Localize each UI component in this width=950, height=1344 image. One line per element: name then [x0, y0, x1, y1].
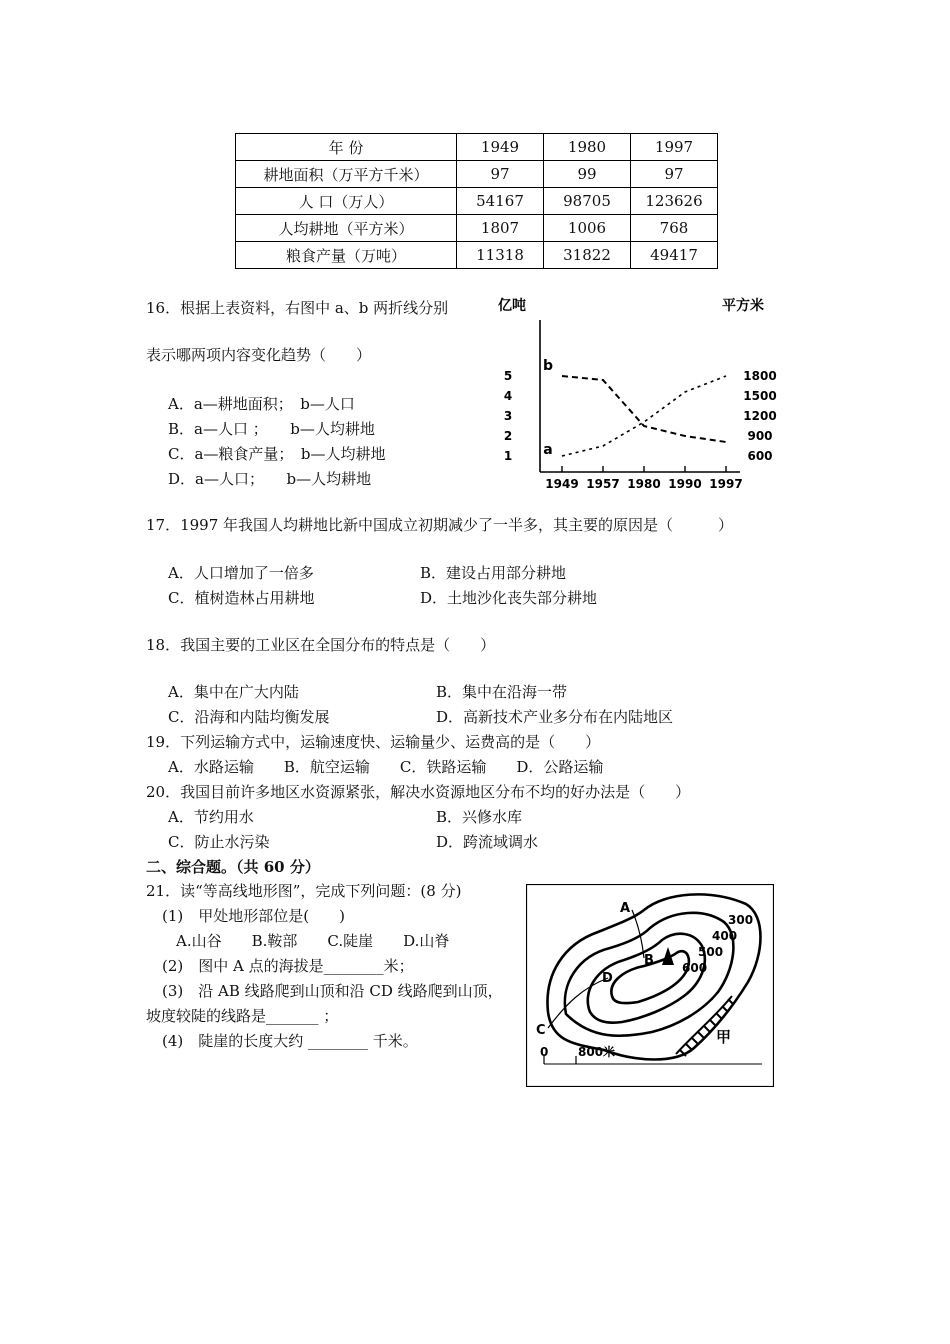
table-cell: 年 份 [236, 134, 457, 161]
table-cell: 1807 [457, 215, 544, 242]
point-label-c: C [536, 1023, 546, 1038]
q17-stem: 17．1997 年我国人均耕地比新中国成立初期减少了一半多，其主要的原因是（ ） [146, 516, 734, 534]
y-right-tick-label: 1800 [743, 369, 777, 383]
q21-stem: 21．读“等高线地形图”，完成下列问题：(8 分) [146, 882, 462, 900]
q19-options: A．水路运输 B．航空运输 C．铁路运输 D．公路运输 [168, 758, 604, 776]
table-header-row [236, 134, 718, 161]
scale-length-label: 800米 [578, 1045, 616, 1059]
table-cell: 97 [457, 161, 544, 188]
table-cell: 54167 [457, 188, 544, 215]
table-cell: 768 [631, 215, 718, 242]
point-label-b: B [644, 953, 654, 968]
q20-option-a: A．节约用水 [168, 808, 254, 826]
table-cell: 人 口（万人） [236, 188, 457, 215]
x-tick-label: 1997 [709, 477, 743, 491]
series-line-b [562, 376, 726, 442]
q16-stem-line2: 表示哪两项内容变化趋势（ ） [146, 346, 372, 364]
contour-label-300: 300 [728, 913, 754, 927]
y-right-tick-label: 1200 [743, 409, 777, 423]
point-label-d: D [602, 971, 613, 986]
q18-option-c: C．沿海和内陆均衡发展 [168, 708, 330, 726]
table-cell: 1949 [457, 134, 544, 161]
right-unit-label: 平方米 [722, 298, 764, 314]
q21-part1-options: A.山谷 B.鞍部 C.陡崖 D.山脊 [176, 932, 450, 950]
contour-map [526, 884, 774, 1087]
y-left-tick-label: 5 [503, 369, 513, 383]
table-cell: 97 [631, 161, 718, 188]
series-label-a: a [543, 442, 553, 458]
q20-option-d: D．跨流域调水 [436, 833, 539, 851]
q17-option-c: C．植树造林占用耕地 [168, 589, 315, 607]
series-label-b: b [542, 358, 554, 374]
table-cell: 11318 [457, 242, 544, 269]
data-table [235, 133, 718, 269]
contour-label-500: 500 [698, 945, 724, 959]
table-cell: 49417 [631, 242, 718, 269]
table-cell: 31822 [544, 242, 631, 269]
table-cell: 123626 [631, 188, 718, 215]
table-cell: 1980 [544, 134, 631, 161]
table-cell: 耕地面积（万平方千米） [236, 161, 457, 188]
q16-option-a: A．a—耕地面积； b—人口 [168, 395, 355, 413]
series-line-a [562, 376, 726, 456]
table-cell: 98705 [544, 188, 631, 215]
contour-label-400: 400 [712, 929, 738, 943]
y-left-tick-label: 3 [503, 409, 513, 423]
contour-label-600: 600 [682, 961, 708, 975]
x-tick-label: 1980 [627, 477, 661, 491]
q21-part3: (3) 沿 AB 线路爬到山顶和沿 CD 线路爬到山顶， [162, 982, 503, 1000]
table-row [236, 215, 718, 242]
table-row [236, 242, 718, 269]
left-unit-label: 亿吨 [498, 298, 526, 314]
q20-stem: 20．我国目前许多地区水资源紧张，解决水资源地区分布不均的好办法是（ ） [146, 783, 691, 801]
q20-option-b: B．兴修水库 [436, 808, 523, 826]
x-tick-label: 1957 [586, 477, 620, 491]
y-left-tick-label: 1 [503, 449, 513, 463]
table-cell: 1006 [544, 215, 631, 242]
table-cell: 人均耕地（平方米） [236, 215, 457, 242]
q16-stem-line1: 16．根据上表资料，右图中 a、b 两折线分别 [146, 299, 449, 317]
q18-stem: 18．我国主要的工业区在全国分布的特点是（ ） [146, 636, 496, 654]
q19-stem: 19．下列运输方式中，运输速度快、运输量少、运费高的是（ ） [146, 733, 601, 751]
scale-zero-label: 0 [540, 1045, 549, 1059]
q17-option-b: B．建设占用部分耕地 [420, 564, 567, 582]
table-cell: 99 [544, 161, 631, 188]
table-row [236, 161, 718, 188]
q18-option-a: A．集中在广大内陆 [168, 683, 299, 701]
y-right-tick-label: 900 [747, 429, 773, 443]
cliff-label: 甲 [716, 1028, 732, 1046]
y-right-tick-label: 600 [747, 449, 773, 463]
point-label-a: A [620, 901, 631, 916]
q16-option-d: D．a—人口； b—人均耕地 [168, 470, 372, 488]
y-left-tick-label: 2 [503, 429, 513, 443]
q21-part3-cont: 坡度较陡的线路是_______ ； [146, 1007, 339, 1025]
q17-option-d: D．土地沙化丧失部分耕地 [420, 589, 598, 607]
q18-option-d: D．高新技术产业多分布在内陆地区 [436, 708, 674, 726]
table-row [236, 188, 718, 215]
table-cell: 1997 [631, 134, 718, 161]
q21-part1: (1) 甲处地形部位是( ) [162, 907, 345, 925]
q16-option-c: C．a—粮食产量； b—人均耕地 [168, 445, 386, 463]
q16-option-b: B．a—人口 ； b—人均耕地 [168, 420, 375, 438]
q17-option-a: A．人口增加了一倍多 [168, 564, 314, 582]
q20-option-c: C．防止水污染 [168, 833, 270, 851]
y-left-tick-label: 4 [503, 389, 513, 403]
q18-option-b: B．集中在沿海一带 [436, 683, 568, 701]
x-tick-label: 1990 [668, 477, 702, 491]
q21-part2: (2) 图中 A 点的海拔是________米； [162, 957, 414, 975]
table-cell: 粮食产量（万吨） [236, 242, 457, 269]
line-chart [490, 290, 780, 500]
section-heading: 二、综合题。（共 60 分） [146, 858, 320, 876]
x-tick-label: 1949 [545, 477, 579, 491]
q21-part4: (4) 陡崖的长度大约 ________ 千米。 [162, 1032, 418, 1050]
y-right-tick-label: 1500 [743, 389, 777, 403]
